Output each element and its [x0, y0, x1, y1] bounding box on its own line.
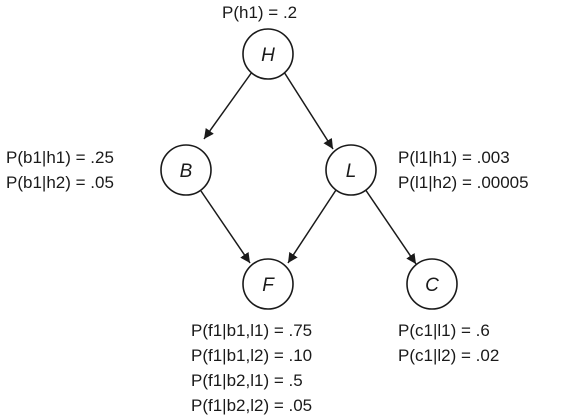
- prob-l-1: P(l1|h1) = .003: [398, 148, 510, 167]
- edge-b-to-f: [201, 191, 250, 263]
- edge-l-to-f: [288, 190, 336, 263]
- prob-f-1: P(f1|b1,l1) = .75: [191, 321, 313, 340]
- node-f-label: F: [262, 275, 274, 296]
- prob-f-3: P(f1|b2,l1) = .5: [191, 371, 303, 390]
- node-b-label: B: [179, 161, 193, 182]
- node-b: [161, 145, 211, 195]
- prob-c-1: P(c1|l1) = .6: [398, 321, 490, 340]
- edge-l-to-c: [365, 189, 416, 264]
- node-f: [243, 259, 293, 309]
- node-l-label: L: [345, 161, 357, 182]
- prob-table-l: [398, 148, 529, 192]
- prob-table-c: [398, 321, 499, 365]
- prob-table-h: [222, 3, 297, 22]
- edge-h-to-b: [204, 72, 252, 139]
- node-c: [407, 259, 457, 309]
- prob-table-f: [191, 321, 312, 415]
- prob-c-2: P(c1|l2) = .02: [398, 346, 500, 365]
- node-h-label: H: [261, 45, 275, 66]
- node-h: [243, 29, 293, 79]
- node-l: [326, 145, 376, 195]
- prob-table-b: [6, 148, 114, 192]
- edge-h-to-l: [284, 72, 333, 149]
- prob-b-2: P(b1|h2) = .05: [6, 173, 114, 192]
- prob-f-4: P(f1|b2,l2) = .05: [191, 396, 313, 415]
- node-c-label: C: [425, 275, 439, 296]
- prob-l-2: P(l1|h2) = .00005: [398, 173, 529, 192]
- prob-b-1: P(b1|h1) = .25: [6, 148, 114, 167]
- prob-f-2: P(f1|b1,l2) = .10: [191, 346, 313, 365]
- prob-h-1: P(h1) = .2: [222, 3, 298, 22]
